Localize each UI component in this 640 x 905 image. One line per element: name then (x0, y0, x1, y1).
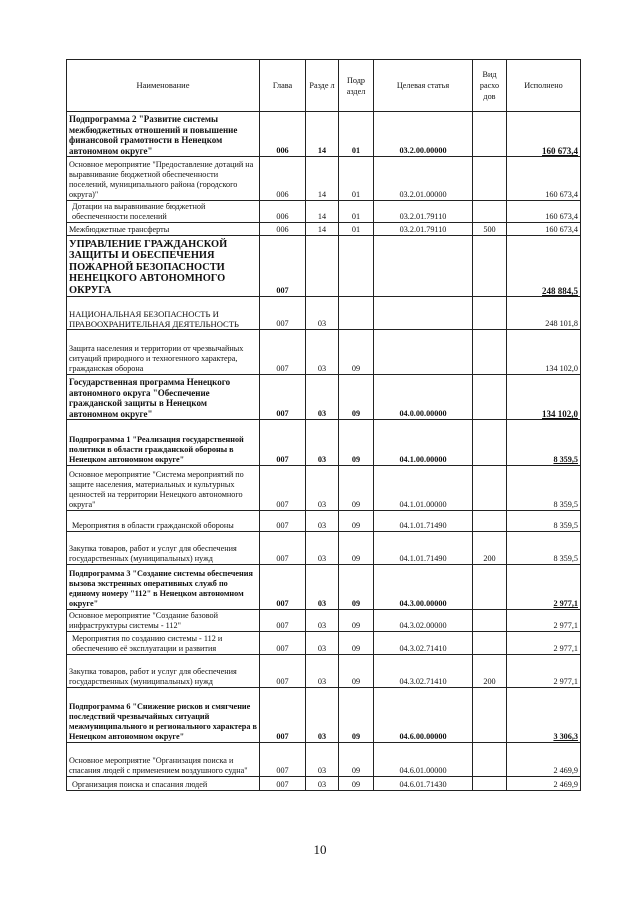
table-row (67, 466, 581, 511)
row-razdel: 03 (306, 688, 339, 743)
row-sum: 160 673,4 (507, 112, 581, 157)
row-name: Основное мероприятие "Создание базовой инфраструктуры системы - 112" (67, 610, 260, 632)
row-sum: 2 977,1 (507, 565, 581, 610)
row-glava: 007 (260, 375, 306, 420)
row-razdel: 03 (306, 297, 339, 330)
row-name: Основное мероприятие "Организация поиска и спасания людей с применением воздушного судна" (67, 743, 260, 777)
row-glava: 007 (260, 610, 306, 632)
row-glava: 006 (260, 201, 306, 223)
row-sum: 8 359,5 (507, 511, 581, 532)
row-glava: 006 (260, 157, 306, 201)
row-podrazdel (339, 297, 374, 330)
row-cel: 04.6.00.00000 (374, 688, 473, 743)
row-cel: 03.2.01.79110 (374, 223, 473, 236)
row-vid (473, 297, 507, 330)
row-podrazdel: 09 (339, 777, 374, 791)
row-vid: 200 (473, 532, 507, 565)
row-name: Мероприятия в области гражданской обороны (67, 511, 260, 532)
row-name: Дотации на выравнивание бюджетной обеспеченности поселений (67, 201, 260, 223)
row-sum: 2 977,1 (507, 610, 581, 632)
row-cel: 03.2.00.00000 (374, 112, 473, 157)
row-name: Подпрограмма 2 "Развитие системы межбюджетных отношений и повышение финансовой грамотности в Ненецком автономном округе" (67, 112, 260, 157)
row-podrazdel: 09 (339, 632, 374, 655)
row-glava: 007 (260, 565, 306, 610)
row-cel (374, 330, 473, 375)
row-razdel: 03 (306, 420, 339, 466)
row-glava: 007 (260, 532, 306, 565)
row-vid (473, 610, 507, 632)
row-glava: 007 (260, 466, 306, 511)
row-podrazdel: 09 (339, 688, 374, 743)
row-name: Закупка товаров, работ и услуг для обеспечения государственных (муниципальных) нужд (67, 532, 260, 565)
row-glava: 007 (260, 330, 306, 375)
budget-table (66, 59, 581, 791)
row-vid (473, 330, 507, 375)
row-razdel: 03 (306, 655, 339, 688)
table-row (67, 420, 581, 466)
table-row (67, 330, 581, 375)
row-razdel: 14 (306, 112, 339, 157)
row-sum: 248 101,8 (507, 297, 581, 330)
row-cel: 04.6.01.71430 (374, 777, 473, 791)
row-cel: 04.0.00.00000 (374, 375, 473, 420)
row-podrazdel: 09 (339, 532, 374, 565)
row-vid: 500 (473, 223, 507, 236)
row-cel (374, 236, 473, 297)
row-name: Защита населения и территории от чрезвычайных ситуаций природного и техногенного характера, гражданская оборона (67, 330, 260, 375)
row-cel: 04.3.02.71410 (374, 632, 473, 655)
table-row (67, 201, 581, 223)
table-row (67, 688, 581, 743)
table-row (67, 511, 581, 532)
row-name: Подпрограмма 3 "Создание системы обеспечения вызова экстренных оперативных служб по единому номеру "112" в Ненецком автономном округе" (67, 565, 260, 610)
row-name: Межбюджетные трансферты (67, 223, 260, 236)
table-row (67, 565, 581, 610)
header-podrazdel: Подр аздел (339, 60, 374, 112)
row-podrazdel: 09 (339, 375, 374, 420)
row-name: Подпрограмма 1 "Реализация государственной политики в области гражданской обороны в Ненецком автономном округе" (67, 420, 260, 466)
row-sum: 8 359,5 (507, 466, 581, 511)
row-glava: 007 (260, 420, 306, 466)
row-podrazdel: 09 (339, 466, 374, 511)
table-row (67, 777, 581, 791)
row-sum: 2 469,9 (507, 743, 581, 777)
row-sum: 2 977,1 (507, 655, 581, 688)
row-razdel: 03 (306, 330, 339, 375)
row-razdel: 03 (306, 610, 339, 632)
row-razdel: 03 (306, 511, 339, 532)
row-sum: 160 673,4 (507, 223, 581, 236)
table-row (67, 112, 581, 157)
row-razdel: 03 (306, 466, 339, 511)
row-vid (473, 112, 507, 157)
row-razdel: 03 (306, 777, 339, 791)
table-row (67, 743, 581, 777)
row-cel: 03.2.01.00000 (374, 157, 473, 201)
row-sum: 2 469,9 (507, 777, 581, 791)
row-vid (473, 201, 507, 223)
header-vid: Вид расхо дов (473, 60, 507, 112)
row-sum: 134 102,0 (507, 330, 581, 375)
row-razdel: 14 (306, 223, 339, 236)
table-row (67, 532, 581, 565)
row-cel: 04.1.01.71490 (374, 532, 473, 565)
row-glava: 007 (260, 632, 306, 655)
row-vid: 200 (473, 655, 507, 688)
row-sum: 8 359,5 (507, 532, 581, 565)
row-razdel: 14 (306, 201, 339, 223)
row-podrazdel: 01 (339, 201, 374, 223)
row-podrazdel: 01 (339, 223, 374, 236)
row-sum: 3 306,3 (507, 688, 581, 743)
row-vid (473, 777, 507, 791)
header-cel: Целевая статья (374, 60, 473, 112)
row-razdel: 03 (306, 632, 339, 655)
table-row (67, 632, 581, 655)
row-sum: 8 359,5 (507, 420, 581, 466)
header-razdel: Разде л (306, 60, 339, 112)
row-vid (473, 236, 507, 297)
row-podrazdel: 09 (339, 420, 374, 466)
row-podrazdel: 09 (339, 511, 374, 532)
row-podrazdel (339, 236, 374, 297)
table-row (67, 610, 581, 632)
row-cel: 04.1.00.00000 (374, 420, 473, 466)
row-glava: 007 (260, 511, 306, 532)
header-glava: Глава (260, 60, 306, 112)
row-vid (473, 511, 507, 532)
row-sum: 160 673,4 (507, 157, 581, 201)
row-vid (473, 565, 507, 610)
row-podrazdel: 01 (339, 157, 374, 201)
row-podrazdel: 09 (339, 330, 374, 375)
row-podrazdel: 09 (339, 610, 374, 632)
row-glava: 007 (260, 777, 306, 791)
row-name: НАЦИОНАЛЬНАЯ БЕЗОПАСНОСТЬ И ПРАВООХРАНИТЕЛЬНАЯ ДЕЯТЕЛЬНОСТЬ (67, 297, 260, 330)
table-row (67, 223, 581, 236)
row-razdel: 03 (306, 565, 339, 610)
row-podrazdel: 09 (339, 565, 374, 610)
row-vid (473, 466, 507, 511)
row-name: Основное мероприятие "Предоставление дотаций на выравнивание бюджетной обеспеченности поселений, муниципального района (городского округа)" (67, 157, 260, 201)
row-name: Закупка товаров, работ и услуг для обеспечения государственных (муниципальных) нужд (67, 655, 260, 688)
row-name: Основное мероприятие "Система мероприятий по защите населения, материальных и культурных ценностей на территории Ненецкого автономного округа" (67, 466, 260, 511)
row-cel: 03.2.01.79110 (374, 201, 473, 223)
row-sum: 134 102,0 (507, 375, 581, 420)
row-razdel (306, 236, 339, 297)
table-row (67, 297, 581, 330)
row-vid (473, 420, 507, 466)
row-razdel: 03 (306, 375, 339, 420)
row-sum: 160 673,4 (507, 201, 581, 223)
row-name: Мероприятия по созданию системы - 112 и обеспечению её эксплуатации и развития (67, 632, 260, 655)
row-vid (473, 375, 507, 420)
row-sum: 2 977,1 (507, 632, 581, 655)
row-podrazdel: 01 (339, 112, 374, 157)
row-glava: 007 (260, 688, 306, 743)
row-sum: 248 884,5 (507, 236, 581, 297)
row-vid (473, 688, 507, 743)
row-cel: 04.6.01.00000 (374, 743, 473, 777)
row-cel: 04.3.02.71410 (374, 655, 473, 688)
row-name: Государственная программа Ненецкого автономного округа "Обеспечение гражданской защиты в Ненецком автономном округе" (67, 375, 260, 420)
row-glava: 007 (260, 655, 306, 688)
row-razdel: 03 (306, 532, 339, 565)
table-row (67, 375, 581, 420)
row-cel: 04.3.00.00000 (374, 565, 473, 610)
row-glava: 007 (260, 236, 306, 297)
row-name: УПРАВЛЕНИЕ ГРАЖДАНСКОЙ ЗАЩИТЫ И ОБЕСПЕЧЕНИЯ ПОЖАРНОЙ БЕЗОПАСНОСТИ НЕНЕЦКОГО АВТОНОМНОГО ОКРУГА (67, 236, 260, 297)
table-row (67, 236, 581, 297)
row-glava: 007 (260, 297, 306, 330)
row-cel: 04.1.01.00000 (374, 466, 473, 511)
row-podrazdel: 09 (339, 743, 374, 777)
table-header-row (67, 60, 581, 112)
row-cel (374, 297, 473, 330)
row-glava: 007 (260, 743, 306, 777)
row-cel: 04.1.01.71490 (374, 511, 473, 532)
row-vid (473, 632, 507, 655)
row-name: Организация поиска и спасания людей (67, 777, 260, 791)
row-vid (473, 743, 507, 777)
row-razdel: 14 (306, 157, 339, 201)
row-glava: 006 (260, 223, 306, 236)
table-row (67, 157, 581, 201)
row-glava: 006 (260, 112, 306, 157)
page-number: 10 (313, 842, 327, 857)
table-row (67, 655, 581, 688)
row-podrazdel: 09 (339, 655, 374, 688)
row-razdel: 03 (306, 743, 339, 777)
row-name: Подпрограмма 6 "Снижение рисков и смягчение последствий чрезвычайных ситуаций межмуниципального и регионального характера в Ненецком автономном округе" (67, 688, 260, 743)
header-name: Наименование (67, 60, 260, 112)
row-vid (473, 157, 507, 201)
header-ispolneno: Исполнено (507, 60, 581, 112)
row-cel: 04.3.02.00000 (374, 610, 473, 632)
